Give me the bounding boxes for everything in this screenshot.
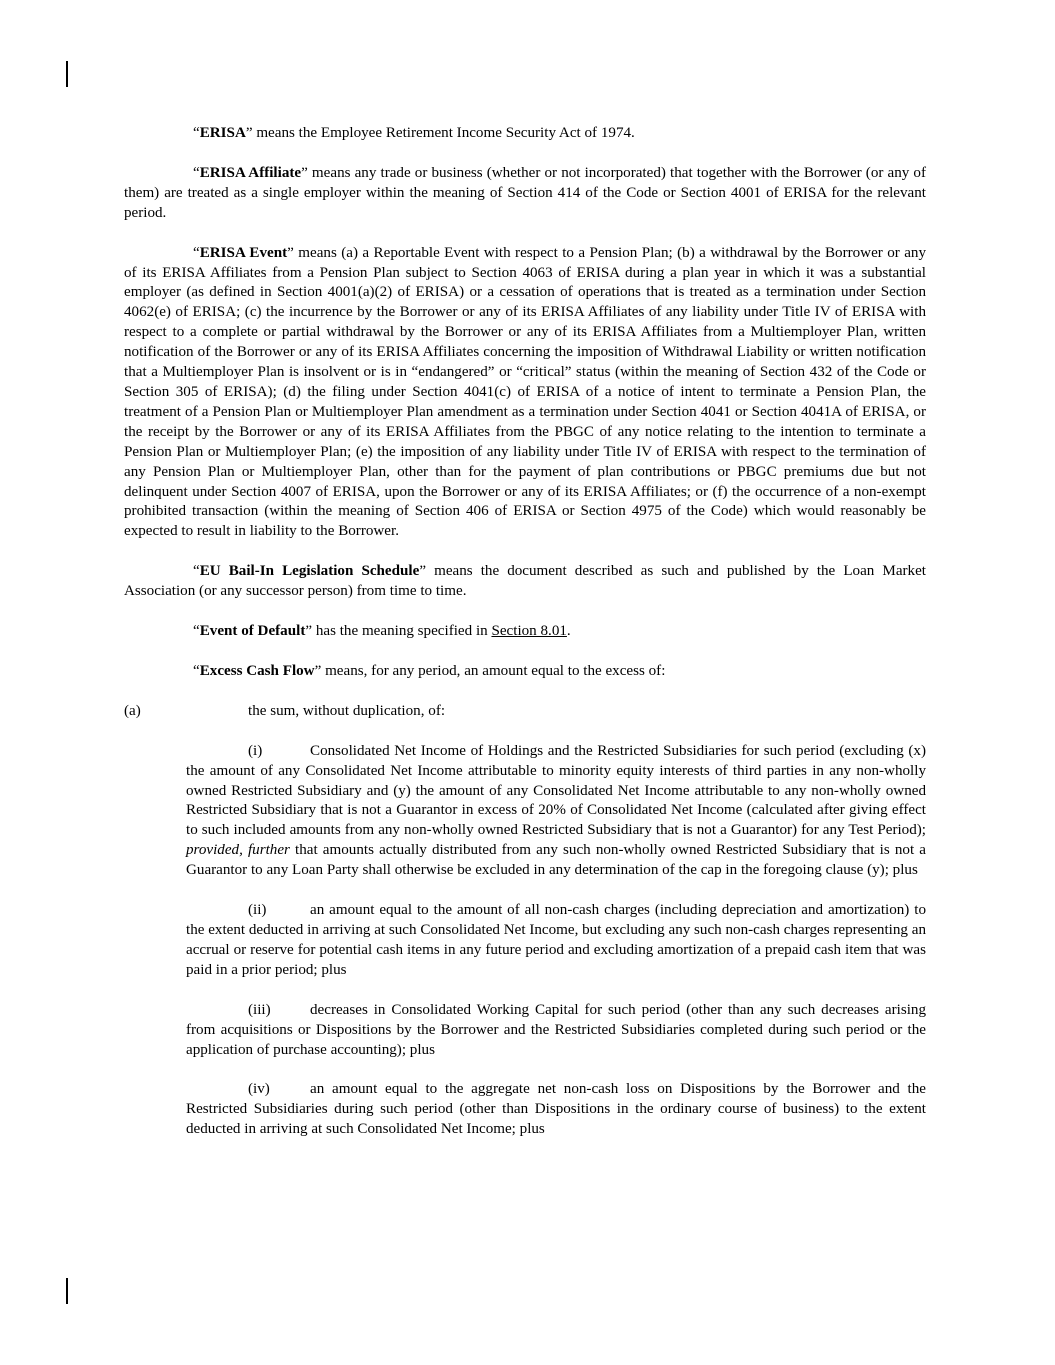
clause-label: (a) xyxy=(124,702,141,719)
definition-erisa-affiliate: “ERISA Affiliate” means any trade or business (whether or not incorporated) that together with the Borrower (or any of them) are treated as a single employer within the meaning of Section 414 of the Code or Section 4001 of ERISA for the relevant period. xyxy=(124,164,926,221)
defined-term: ERISA Affiliate xyxy=(199,164,302,181)
subclause-iv: (iv) an amount equal to the aggregate net non-cash loss on Dispositions by the Borrower and the Restricted Subsidiaries during such period (other than Dispositions in the ordinary course of business) to the extent deducted in arriving at such Consolidated Net Income; plus xyxy=(186,1081,926,1138)
definition-erisa-event: “ERISA Event” means (a) a Reportable Event with respect to a Pension Plan; (b) a withdrawal by the Borrower or any of its ERISA Affiliates from a Pension Plan subject to Section 4063 of ERISA during a plan year in which it was a substantial employer (as defined in Section 4001(a)(2) of ERISA) or a cessation of operations that is treated as a termination under Section 4062(e) of ERISA; (c) the incurrence by the Borrower or any of its ERISA Affiliates of any liability under Title IV of ERISA with respect to a complete or partial withdrawal by the Borrower or any of its ERISA Affiliates from a Multiemployer Plan, written notification of the Borrower or any of its ERISA Affiliates concerning the imposition of Withdrawal Liability or written notification that a Multiemployer Plan is insolvent or is in “endangered” or “critical” status (within the meaning of Section 432 of the Code or Section 305 of ERISA); (d) the filing under Section 4041(c) of ERISA of a notice of intent to terminate a Pension Plan, the treatment of a Pension Plan or Multiemployer Plan amendment as a termination under Section 4041 or Section 4041A of ERISA, or the receipt by the Borrower or any of its ERISA Affiliates from the PBGC of any notice relating to the intention to terminate a Pension Plan or Multiemployer Plan; (e) the imposition of any liability under Title IV of ERISA with respect to the termination of any Pension Plan or Multiemployer Plan, other than for the payment of plan contributions or PBGC premiums due but not delinquent under Section 4007 of ERISA, upon the Borrower or any of its ERISA Affiliates; or (f) the occurrence of a non-exempt prohibited transaction (within the meaning of Section 406 of ERISA or Section 4975 of the Code) which would reasonably be expected to result in liability to the Borrower. xyxy=(124,244,926,540)
subclause-ii: (ii) an amount equal to the amount of all non-cash charges (including depreciation and amortization) to the extent deducted in arriving at such Consolidated Net Income, but excluding any such non-cash charges representing an accrual or reserve for potential cash items in any future period and excluding amortization of a prepaid cash item that was paid in a prior period; plus xyxy=(186,902,926,978)
section-cross-reference[interactable]: Section 8.01 xyxy=(491,623,567,640)
document-body xyxy=(124,124,926,1160)
subclause-number: (i) xyxy=(248,742,263,759)
defined-term: ERISA Event xyxy=(199,244,288,261)
subclause-i: (i) Consolidated Net Income of Holdings and the Restricted Subsidiaries for such period (excluding (x) the amount of any Consolidated Net Income attributable to minority equity interests of third parties in any non-wholly owned Restricted Subsidiary and (y) the amount of any Consolidated Net Income attributable to any non-wholly owned Restricted Subsidiary that is not a Guarantor in excess of 20% of Consolidated Net Income (calculated after giving effect to such included amounts from any non-wholly owned Restricted Subsidiary that is not a Guarantor) for any Test Period); provided, further that amounts actually distributed from any such non-wholly owned Restricted Subsidiary that is not a Guarantor to any Loan Party shall otherwise be excluded in any determination of the cap in the foregoing clause (y); plus xyxy=(186,742,926,879)
subclause-number: (iv) xyxy=(248,1081,270,1098)
margin-change-bar-bottom xyxy=(66,1278,68,1304)
clause-text: the sum, without duplication, of: xyxy=(248,702,446,719)
subclause-iii: (iii) decreases in Consolidated Working Capital for such period (other than any such decreases arising from acquisitions or Dispositions by the Borrower and the Restricted Subsidiaries completed during such period or the application of purchase accounting); plus xyxy=(186,1001,926,1058)
definition-erisa: “ERISA” means the Employee Retirement Income Security Act of 1974. xyxy=(193,125,635,141)
defined-term: EU Bail-In Legislation Schedule xyxy=(199,563,420,580)
subclause-number: (iii) xyxy=(248,1001,271,1018)
margin-change-bar-top xyxy=(66,61,68,87)
defined-term: Excess Cash Flow xyxy=(199,662,315,679)
clause-a xyxy=(124,702,926,722)
defined-term: Event of Default xyxy=(199,623,306,640)
defined-term: ERISA xyxy=(199,125,246,141)
definition-eu-bail-in: “EU Bail-In Legislation Schedule” means the document described as such and published by the Loan Market Association (or any successor person) from time to time. xyxy=(124,563,926,600)
definition-excess-cash-flow: “Excess Cash Flow” means, for any period, an amount equal to the excess of: xyxy=(193,662,666,679)
subclause-number: (ii) xyxy=(248,902,267,919)
definition-event-of-default: “Event of Default” has the meaning specified in Section 8.01. xyxy=(193,623,571,640)
